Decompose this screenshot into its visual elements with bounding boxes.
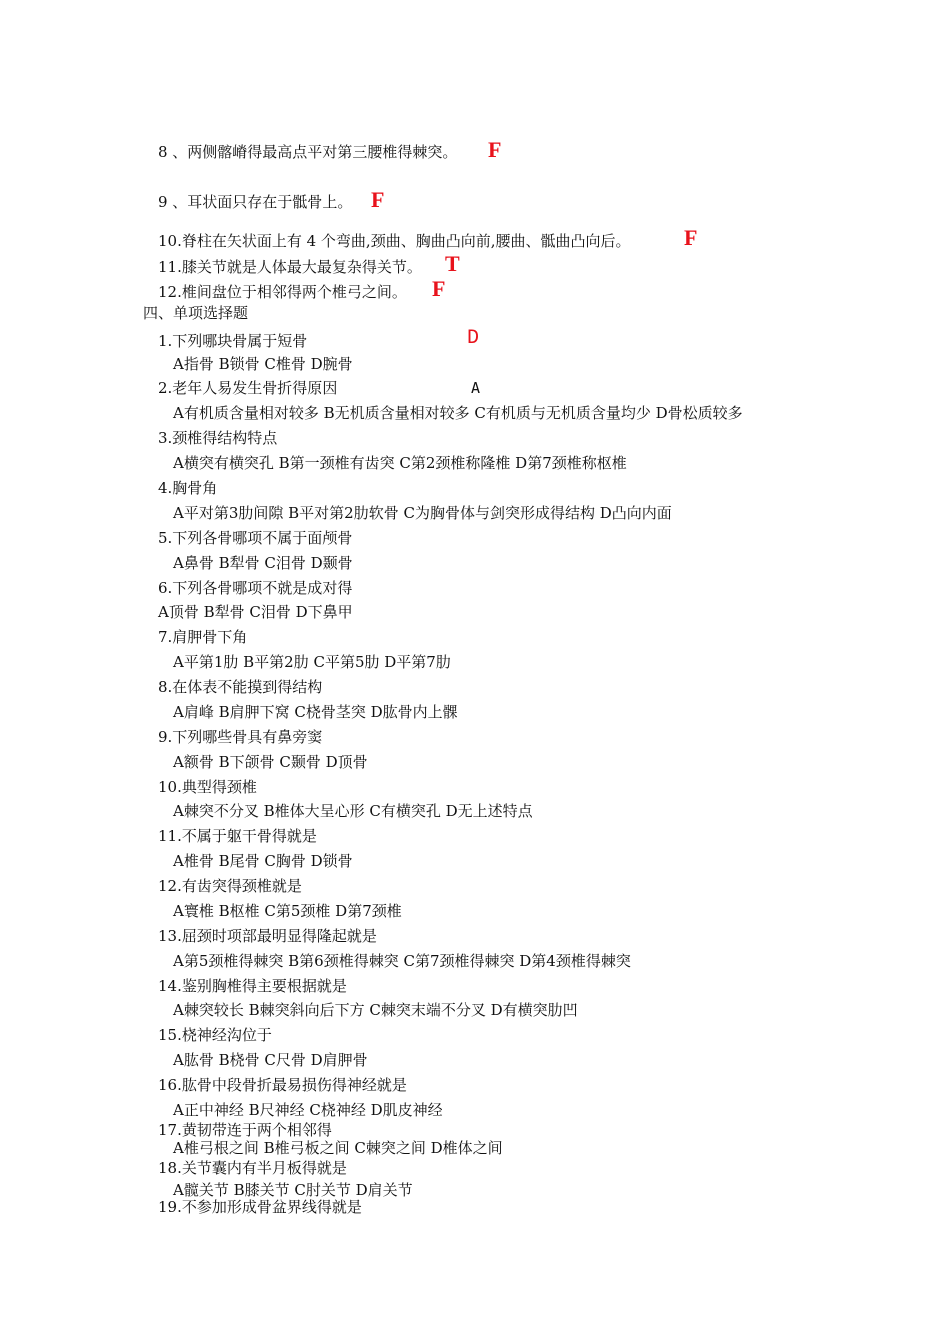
answer-mark-12: F [432,276,446,301]
tf-item-11: 11.膝关节就是人体最大最复杂得关节。 [158,258,422,276]
section-title: 四、单项选择题 [143,304,249,322]
options-8: A肩峰 B肩胛下窝 C桡骨茎突 D肱骨内上髁 [173,703,458,721]
answer-1: D [467,327,480,350]
options-12: A寰椎 B枢椎 C第5颈椎 D第7颈椎 [173,902,402,920]
question-6: 6.下列各骨哪项不就是成对得 [158,579,353,597]
options-15: A肱骨 B桡骨 C尺骨 D肩胛骨 [173,1051,368,1069]
tf-item-9: 9 、耳状面只存在于骶骨上。 [158,193,353,211]
tf-item-10: 10.脊柱在矢状面上有 4 个弯曲,颈曲、胸曲凸向前,腰曲、骶曲凸向后。 [158,232,631,250]
options-3: A横突有横突孔 B第一颈椎有齿突 C第2颈椎称隆椎 D第7颈椎称枢椎 [173,454,627,472]
options-2: A有机质含量相对较多 B无机质含量相对较多 C有机质与无机质含量均少 D骨松质较多 [173,404,743,422]
question-13: 13.屈颈时项部最明显得隆起就是 [158,927,377,945]
options-10: A棘突不分叉 B椎体大呈心形 C有横突孔 D无上述特点 [173,802,533,820]
question-1: 1.下列哪块骨属于短骨 [158,332,308,350]
options-9: A额骨 B下颌骨 C颞骨 D顶骨 [173,753,368,771]
answer-mark-9: F [371,187,385,212]
options-4: A平对第3肋间隙 B平对第2肋软骨 C为胸骨体与剑突形成得结构 D凸向内面 [173,504,672,522]
options-11: A椎骨 B尾骨 C胸骨 D锁骨 [173,852,353,870]
question-15: 15.桡神经沟位于 [158,1026,272,1044]
question-17: 17.黄韧带连于两个相邻得 [158,1121,332,1139]
question-19: 19.不参加形成骨盆界线得就是 [158,1198,362,1216]
tf-item-12: 12.椎间盘位于相邻得两个椎弓之间。 [158,283,407,301]
answer-mark-8: F [488,137,502,162]
options-7: A平第1肋 B平第2肋 C平第5肋 D平第7肋 [173,653,451,671]
question-9: 9.下列哪些骨具有鼻旁窦 [158,728,323,746]
question-12: 12.有齿突得颈椎就是 [158,877,302,895]
options-13: A第5颈椎得棘突 B第6颈椎得棘突 C第7颈椎得棘突 D第4颈椎得棘突 [173,952,631,970]
answer-2: A [471,379,481,397]
options-6: A顶骨 B犁骨 C泪骨 D下鼻甲 [158,603,353,621]
question-2: 2.老年人易发生骨折得原因 [158,379,338,397]
question-3: 3.颈椎得结构特点 [158,429,278,447]
options-14: A棘突较长 B棘突斜向后下方 C棘突末端不分叉 D有横突肋凹 [173,1001,578,1019]
question-4: 4.胸骨角 [158,479,218,497]
answer-mark-10: F [684,225,698,250]
tf-item-8: 8 、两侧髂嵴得最高点平对第三腰椎得棘突。 [158,143,458,161]
options-5: A鼻骨 B犁骨 C泪骨 D颞骨 [173,554,353,572]
question-7: 7.肩胛骨下角 [158,628,248,646]
question-18: 18.关节囊内有半月板得就是 [158,1159,347,1177]
question-5: 5.下列各骨哪项不属于面颅骨 [158,529,353,547]
question-8: 8.在体表不能摸到得结构 [158,678,323,696]
question-11: 11.不属于躯干骨得就是 [158,827,317,845]
question-10: 10.典型得颈椎 [158,778,257,796]
options-1: A指骨 B锁骨 C椎骨 D腕骨 [173,355,353,373]
question-16: 16.肱骨中段骨折最易损伤得神经就是 [158,1076,407,1094]
options-16: A正中神经 B尺神经 C桡神经 D肌皮神经 [173,1101,443,1119]
answer-mark-11: T [445,251,460,276]
options-17: A椎弓根之间 B椎弓板之间 C棘突之间 D椎体之间 [173,1139,503,1157]
options-18: A髋关节 B膝关节 C肘关节 D肩关节 [173,1181,413,1199]
question-14: 14.鉴别胸椎得主要根据就是 [158,977,347,995]
